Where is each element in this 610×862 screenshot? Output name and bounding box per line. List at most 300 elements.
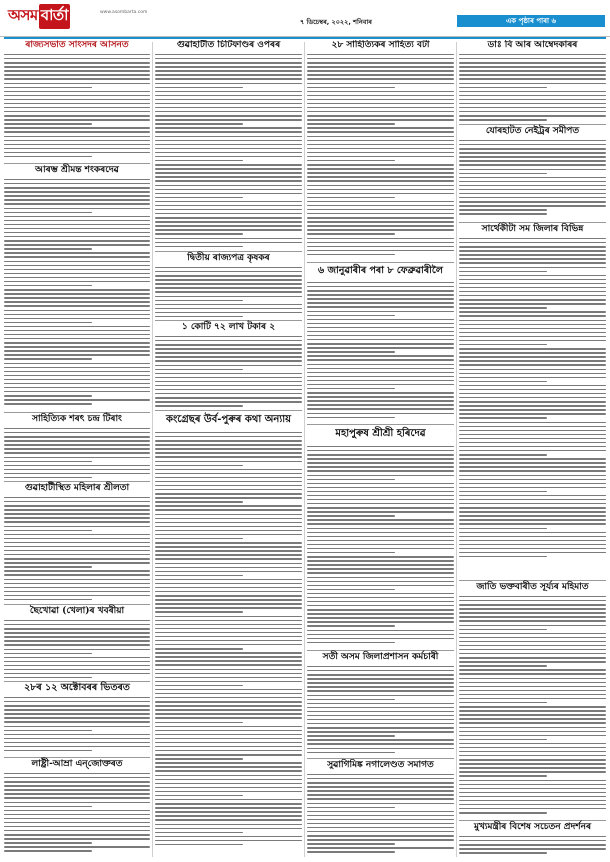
text-line [155, 509, 302, 510]
text-line [4, 777, 150, 778]
text-line [4, 713, 150, 714]
text-line [4, 346, 150, 347]
text-line [307, 815, 454, 816]
masthead [0, 0, 610, 37]
text-line [155, 644, 302, 645]
text-line [307, 70, 454, 71]
text-line [307, 355, 454, 356]
text-line [307, 372, 454, 373]
text-line [307, 798, 454, 799]
text-line [459, 540, 606, 541]
text-line [307, 380, 454, 381]
text-line [307, 454, 454, 455]
text-line [307, 609, 454, 610]
article [4, 165, 150, 175]
article-separator [4, 604, 150, 605]
text-line [4, 534, 150, 535]
text-line [459, 694, 606, 695]
text-line [307, 523, 454, 524]
article-body [4, 54, 150, 162]
text-line [459, 242, 606, 243]
text-line [307, 209, 454, 210]
text-line [307, 743, 454, 744]
text-line [155, 312, 302, 313]
text-line [155, 791, 302, 792]
text-line [459, 393, 606, 394]
column-divider [152, 42, 153, 857]
text-line [155, 542, 302, 543]
text-line [4, 583, 150, 584]
text-line [4, 187, 150, 188]
text-line [307, 95, 454, 96]
text-line [155, 87, 243, 88]
text-line [155, 365, 302, 366]
text-line [307, 499, 454, 500]
text-line [4, 554, 150, 555]
text-line [4, 705, 150, 706]
text-line [307, 528, 454, 529]
article-separator [155, 251, 302, 252]
text-line [155, 628, 302, 629]
text-line [4, 595, 150, 596]
text-line [155, 579, 302, 580]
text-line [155, 807, 302, 808]
text-line [155, 193, 302, 194]
text-line [307, 400, 454, 401]
text-line [4, 261, 150, 262]
article-body [307, 446, 454, 648]
text-line [4, 461, 92, 462]
text-line [4, 228, 150, 229]
text-line [4, 107, 150, 108]
text-line [307, 515, 395, 516]
text-line [307, 140, 454, 141]
text-line [4, 199, 150, 200]
text-line [4, 465, 150, 466]
text-line [155, 522, 302, 523]
text-line [307, 536, 454, 537]
text-line [4, 802, 150, 803]
article [4, 414, 150, 424]
text-line [459, 616, 606, 617]
text-line [155, 819, 302, 820]
article-headline: আৰম্ভ শ্ৰীমন্ত শংকৰদেৱ [35, 165, 119, 175]
text-line [307, 246, 454, 247]
text-line [459, 507, 606, 508]
text-line [155, 456, 302, 457]
column-divider [304, 42, 305, 857]
text-line [4, 826, 150, 827]
text-line [459, 442, 606, 443]
text-line [459, 812, 547, 813]
text-line [4, 546, 150, 547]
text-line [307, 778, 454, 779]
text-line [307, 351, 395, 352]
text-line [155, 701, 302, 702]
text-line [459, 495, 606, 496]
text-line [307, 723, 454, 724]
text-line [459, 107, 606, 108]
text-line [459, 848, 606, 849]
text-line [4, 289, 150, 290]
text-line [155, 344, 302, 345]
text-line [459, 373, 606, 374]
text-line [459, 311, 606, 312]
text-line [459, 238, 606, 239]
text-line [4, 78, 150, 79]
article-body [4, 773, 150, 857]
text-line [307, 519, 454, 520]
text-line [155, 599, 302, 600]
text-line [459, 381, 547, 382]
text-line [307, 475, 454, 476]
text-line [307, 503, 454, 504]
text-line [459, 275, 606, 276]
text-line [4, 730, 92, 731]
article-body [459, 140, 606, 220]
text-line [4, 297, 150, 298]
text-line [459, 548, 606, 549]
text-line [307, 238, 454, 239]
text-line [155, 505, 302, 506]
text-line [155, 393, 302, 394]
text-line [155, 632, 302, 633]
text-line [459, 328, 606, 329]
text-line [155, 465, 243, 466]
newspaper-logo [8, 4, 70, 29]
column-3 [307, 40, 454, 858]
text-line [155, 673, 302, 674]
text-line [307, 638, 454, 639]
text-line [307, 803, 454, 804]
text-line [307, 376, 454, 377]
text-line [155, 156, 302, 157]
text-line [459, 739, 547, 740]
text-line [155, 444, 302, 445]
text-line [4, 54, 150, 55]
text-line [4, 440, 150, 441]
article-separator [459, 580, 606, 581]
text-line [155, 127, 302, 128]
article-headline: সতী অসম জিলাপ্ৰশাসন কৰ্মচাৰী [322, 652, 439, 662]
text-line [459, 279, 606, 280]
text-line [307, 78, 454, 79]
text-line [155, 197, 243, 198]
text-line [4, 212, 92, 213]
text-line [155, 131, 302, 132]
text-line [307, 189, 454, 190]
column-1 [4, 40, 150, 858]
article-body [155, 54, 302, 250]
article-body [307, 774, 454, 858]
text-line [459, 661, 606, 662]
text-line [307, 107, 454, 108]
text-line [4, 624, 150, 625]
text-line [4, 87, 92, 88]
text-line [459, 702, 547, 703]
text-line [307, 413, 454, 414]
text-line [459, 385, 606, 386]
text-line [307, 642, 395, 643]
text-line [459, 91, 606, 92]
column-divider [456, 42, 457, 857]
text-line [4, 208, 150, 209]
text-line [4, 58, 150, 59]
text-line [459, 519, 606, 520]
text-line [4, 265, 150, 266]
article [459, 224, 606, 234]
text-line [4, 224, 150, 225]
text-line [307, 597, 454, 598]
text-line [307, 298, 454, 299]
text-line [307, 254, 395, 255]
text-line [155, 152, 302, 153]
text-line [155, 811, 302, 812]
text-line [307, 213, 454, 214]
text-line [4, 653, 92, 654]
text-line [307, 719, 454, 720]
text-line [155, 730, 302, 731]
text-line [459, 434, 606, 435]
article [4, 483, 150, 493]
article [459, 582, 606, 592]
text-line [459, 446, 606, 447]
text-line [155, 815, 302, 816]
text-line [459, 511, 606, 512]
text-line [155, 705, 302, 706]
text-line [459, 438, 606, 439]
text-line [4, 697, 150, 698]
text-line [4, 838, 150, 839]
text-line [307, 686, 454, 687]
text-line [4, 310, 150, 311]
text-line [4, 677, 92, 678]
text-line [307, 491, 454, 492]
text-line [459, 503, 606, 504]
article [155, 40, 302, 50]
text-line [459, 409, 606, 410]
text-line [307, 388, 395, 389]
text-line [4, 665, 150, 666]
text-line [4, 473, 150, 474]
text-line [4, 387, 150, 388]
article [459, 126, 606, 136]
text-line [307, 782, 454, 783]
article [4, 40, 150, 50]
article [307, 652, 454, 662]
text-line [307, 666, 454, 667]
text-line [155, 828, 302, 829]
text-line [459, 620, 606, 621]
text-line [459, 197, 606, 198]
text-line [459, 836, 606, 837]
text-line [155, 369, 243, 370]
text-line [155, 103, 302, 104]
text-line [307, 790, 454, 791]
text-line [307, 774, 454, 775]
text-line [4, 256, 150, 257]
text-line [155, 526, 302, 527]
text-line [155, 489, 302, 490]
text-line [307, 176, 454, 177]
text-line [4, 144, 150, 145]
text-line [307, 408, 454, 409]
text-line [307, 290, 454, 291]
article-body [4, 428, 150, 480]
text-line [307, 156, 454, 157]
text-line [4, 103, 150, 104]
text-line [4, 367, 150, 368]
text-line [459, 483, 606, 484]
text-line [459, 348, 606, 349]
text-line [4, 395, 92, 396]
text-line [459, 706, 606, 707]
text-line [155, 271, 302, 272]
text-line [307, 831, 454, 832]
article-body [459, 596, 606, 818]
text-line [459, 74, 606, 75]
text-line [459, 665, 547, 666]
text-line [307, 62, 454, 63]
text-line [459, 430, 606, 431]
text-line [155, 205, 302, 206]
text-line [155, 144, 302, 145]
text-line [155, 501, 243, 502]
text-line [459, 731, 606, 732]
text-line [307, 479, 395, 480]
text-line [307, 172, 454, 173]
text-line [307, 847, 454, 848]
text-line [459, 344, 547, 345]
text-line [155, 300, 243, 301]
text-line [459, 649, 606, 650]
text-line [307, 532, 454, 533]
text-line [4, 330, 150, 331]
text-line [307, 103, 454, 104]
article-separator [307, 650, 454, 651]
text-line [4, 334, 150, 335]
text-line [155, 436, 302, 437]
article-headline: ২৮ সাহিত্যিকৰ সাহিত্য বটা [331, 40, 430, 50]
text-line [4, 444, 150, 445]
text-line [307, 87, 395, 88]
text-line [4, 136, 150, 137]
text-line [307, 819, 454, 820]
text-line [459, 193, 606, 194]
text-line [459, 417, 547, 418]
text-line [4, 632, 150, 633]
text-line [459, 201, 606, 202]
text-line [307, 731, 454, 732]
text-line [155, 172, 302, 173]
article-headline: গুৱাহাটীত চিটিফাণ্ডৰ ওপৰৰ [176, 40, 281, 50]
text-line [307, 136, 454, 137]
text-line [155, 722, 243, 723]
text-line [307, 217, 454, 218]
text-line [4, 383, 150, 384]
text-line [4, 281, 150, 282]
article [459, 822, 606, 832]
text-line [4, 814, 150, 815]
text-line [155, 803, 302, 804]
text-line [4, 521, 150, 522]
text-line [4, 822, 150, 823]
text-line [4, 785, 150, 786]
text-line [459, 450, 606, 451]
text-line [4, 70, 150, 71]
text-line [459, 556, 547, 557]
text-line [4, 526, 150, 527]
text-line [4, 721, 150, 722]
text-line [4, 846, 150, 847]
text-line [4, 469, 150, 470]
text-line [4, 574, 150, 575]
text-line [307, 727, 454, 728]
article-separator [4, 412, 150, 413]
text-line [307, 613, 454, 614]
text-line [307, 823, 454, 824]
text-line [4, 591, 150, 592]
text-line [307, 458, 454, 459]
text-line [459, 291, 606, 292]
text-line [307, 331, 454, 332]
text-line [155, 669, 302, 670]
text-line [307, 585, 454, 586]
text-line [155, 595, 302, 596]
text-line [459, 287, 606, 288]
text-line [307, 168, 454, 169]
text-line [155, 287, 302, 288]
text-line [155, 54, 302, 55]
text-line [155, 201, 302, 202]
text-line [4, 806, 92, 807]
text-line [307, 752, 395, 753]
text-line [155, 78, 302, 79]
text-line [155, 611, 243, 612]
text-line [459, 369, 606, 370]
text-line [4, 66, 150, 67]
text-line [459, 181, 606, 182]
text-line [4, 111, 150, 112]
text-line [459, 169, 606, 170]
text-line [155, 185, 302, 186]
text-line [307, 707, 454, 708]
text-line [4, 83, 150, 84]
text-line [307, 58, 454, 59]
text-line [155, 689, 302, 690]
text-line [459, 307, 547, 308]
text-line [4, 781, 150, 782]
text-line [307, 625, 395, 626]
text-line [307, 593, 454, 594]
text-line [307, 682, 454, 683]
text-line [155, 607, 302, 608]
text-line [307, 54, 454, 55]
text-line [459, 70, 606, 71]
text-line [459, 552, 606, 553]
text-line [459, 177, 606, 178]
text-line [307, 306, 454, 307]
text-line [459, 612, 606, 613]
article-separator [307, 424, 454, 425]
text-line [307, 343, 454, 344]
text-line [307, 544, 454, 545]
text-line [155, 534, 302, 535]
text-line [307, 148, 454, 149]
text-line [155, 267, 302, 268]
article-body [307, 666, 454, 756]
text-line [4, 95, 150, 96]
